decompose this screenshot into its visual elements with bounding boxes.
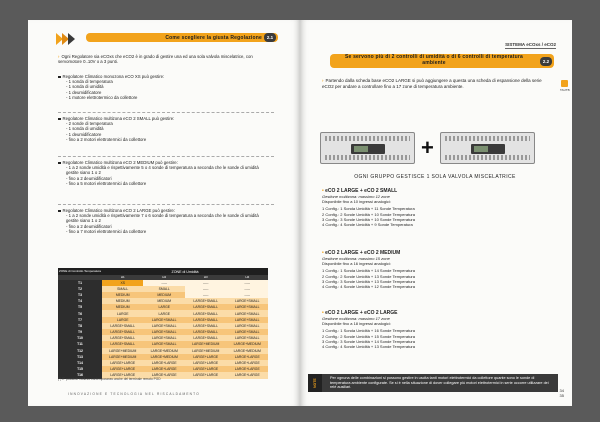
regulator-capability: - fino a 2 motori elettrotermici da collettore [66, 136, 147, 142]
regulator-title: Regolatore Climatico multizona eCO 2 MEDIUM può gestire: [62, 160, 178, 165]
regulator-capability: - 1 sonda di umidità [66, 84, 104, 90]
table-cell: LARGE+LARGE [185, 366, 227, 372]
table-cell: LARGE+SMALL [226, 335, 268, 341]
combination-subtitle: Gestione multizona: massimo 12 zone [322, 194, 390, 199]
thermostat-icon [561, 80, 568, 87]
table-cell: ----- [185, 286, 227, 292]
table-subheader: H3 [185, 275, 227, 280]
square-bullet-icon [58, 162, 61, 165]
combination-description: Disponibile fino a 18 ingressi analogici: [322, 321, 391, 327]
side-tab-label: TAUTB [560, 88, 570, 92]
intro-paragraph: › Ogni Regolatore sia eCOxs che eCO2 è in grado di gestire una ed una sola valvola miscelatrice, con servomotore 0..10V o a 3 punti. [58, 54, 253, 65]
table-cell: LARGE+SMALL [226, 329, 268, 335]
dot-bullet-icon: • [322, 310, 326, 316]
table-cell: LARGE+LARGE [226, 372, 268, 378]
zone-label: T6 [58, 310, 102, 316]
configuration-line: 2 Config.: 2 Sonde Umidità + 13 Sonde Temperatura [322, 273, 415, 279]
section-number: 2.2 [540, 57, 552, 66]
regulator-title: Regolatore Climatico multizona eCO 2 LARGE può gestire: [62, 208, 175, 213]
table-cell: LARGE+SMALL [143, 329, 185, 335]
controller-device-image [320, 132, 415, 164]
table-cell: MEDIUM [102, 304, 144, 310]
table-cell: MEDIUM [143, 298, 185, 304]
dot-bullet-icon: • [322, 250, 326, 256]
table-cell: LARGE+SMALL [185, 310, 227, 316]
table-cell: LARGE+SMALL [102, 335, 144, 341]
right-page [300, 20, 572, 406]
regulator-capability: - 2 sonde di temperatura [66, 121, 113, 127]
zone-label: T9 [58, 329, 102, 335]
table-footnote: (*) E' possibile l'utilizzo contemporaneo anche del terminale remoto PGD [58, 377, 161, 381]
table-cell: LARGE [143, 310, 185, 316]
table-cell: LARGE [102, 317, 144, 323]
table-cell: LARGE+SMALL [185, 304, 227, 310]
table-cell: LARGE [102, 310, 144, 316]
table-cell: LARGE+MEDIUM [185, 341, 227, 347]
table-cell: LARGE+SMALL [143, 323, 185, 329]
table-cell: XS [102, 280, 144, 286]
table-cell: MEDIUM [143, 292, 185, 298]
table-cell: LARGE+LARGE [185, 360, 227, 366]
page-footer: INNOVAZIONE E TECNOLOGIA NEL RISCALDAMENTO [68, 392, 200, 396]
table-cell: LARGE+SMALL [226, 304, 268, 310]
plus-icon: + [421, 135, 434, 160]
table-cell: LARGE+SMALL [143, 317, 185, 323]
table-cell: LARGE+SMALL [185, 298, 227, 304]
table-cell: MEDIUM [102, 298, 144, 304]
table-subheader: H1 [102, 275, 144, 280]
table-cell: LARGE+SMALL [185, 329, 227, 335]
square-bullet-icon [58, 118, 61, 121]
table-cell: LARGE+LARGE [226, 360, 268, 366]
table-cell: LARGE+MEDIUM [143, 348, 185, 354]
square-bullet-icon [58, 210, 61, 213]
section-title: Se servono più di 2 controlli di umidità o di 6 controlli di temperatura ambiente [344, 54, 524, 66]
regulator-capability: - 1 a 2 sonde umidità e rispettivamente 5 o 4 sonde di temperatura a seconda che le sonde di umidità gestite siano 1 o 2 [66, 165, 259, 176]
table-cell: LARGE+MEDIUM [143, 354, 185, 360]
zone-label: T11 [58, 341, 102, 347]
left-page [28, 20, 300, 406]
device-caption: OGNI GRUPPO GESTISCE 1 SOLA VALVOLA MISCELATRICE [354, 174, 516, 180]
divider [58, 204, 274, 205]
combination-subtitle: Gestione multizona: massimo 17 zone [322, 316, 390, 321]
configuration-line: 4 Config.: 4 Sonde Umidità + 13 Sonde Temperatura [322, 344, 415, 350]
regulator-capability: - 1 deumidificatore [66, 131, 102, 137]
table-cell: LARGE+MEDIUM [102, 354, 144, 360]
regulator-capability: - fino a 2 deumidificatori [66, 175, 112, 181]
section-header [330, 54, 554, 68]
combination-description: Disponibile fino a 16 ingressi analogici: [322, 261, 391, 267]
zone-label: T3 [58, 292, 102, 298]
note-box: Per ognuna delle combinazioni si possono gestire in uscita tanti motori elettrotermici da collettore quante sono le sonde di temperatura ambiente configurate. Se si è nella situazione di dover collegare più motori elettrotermici in serie occorre utilizzare dei relè ausiliari. [308, 374, 558, 392]
combination-block [322, 250, 548, 289]
side-tab [560, 80, 568, 92]
divider [58, 112, 274, 113]
section-number: 2.1 [264, 33, 276, 42]
expansion-device-image [440, 132, 535, 164]
combination-title: eCO 2 LARGE + eCO 2 LARGE [325, 310, 398, 316]
zone-label: T4 [58, 298, 102, 304]
table-cell: LARGE+LARGE [102, 360, 144, 366]
arrow-bullet-icon: › [322, 78, 324, 83]
table-cell: LARGE+LARGE [102, 366, 144, 372]
table-cell: LARGE+MEDIUM [226, 348, 268, 354]
note-tab: NOTE [308, 374, 322, 392]
arrow-bullet-icon: › [58, 54, 60, 59]
table-header-humidity: ZONE di Umidità [102, 268, 268, 275]
table-cell: SMALL [143, 286, 185, 292]
regulator-capability: - fino a 7 motori elettrotermici da collettore [66, 228, 147, 234]
table-cell: LARGE+SMALL [102, 329, 144, 335]
configuration-line: 4 Config.: 4 Sonde Umidità + 12 Sonde Temperatura [322, 284, 415, 290]
table-cell: LARGE+LARGE [226, 354, 268, 360]
regulator-title: Regolatore Climatico monozona eCO XS può gestire: [62, 74, 165, 79]
regulator-block [58, 74, 272, 100]
intro-paragraph: › Partendo dalla scheda base eCO2 LARGE si può aggiungere a questa una scheda di espansione della serie eCO2 per andare a controllare fino a 17 zone di temperatura ambiente. [322, 78, 542, 89]
configuration-line: 3 Config.: 3 Sonde Umidità + 10 Sonde Temperatura [322, 216, 415, 222]
section-header [86, 33, 278, 42]
table-cell: LARGE+SMALL [102, 341, 144, 347]
table-cell: LARGE+SMALL [226, 317, 268, 323]
table-cell: LARGE+MEDIUM [185, 348, 227, 354]
regulator-capability: - 1 sonda di umidità [66, 126, 104, 132]
divider [58, 156, 274, 157]
table-cell: LARGE+SMALL [226, 298, 268, 304]
zone-label: T15 [58, 366, 102, 372]
table-cell: ----- [185, 280, 227, 286]
table-cell: LARGE+LARGE [226, 366, 268, 372]
configuration-line: 1 Config.: 1 Sonda Umidità + 14 Sonde Temperatura [322, 268, 415, 274]
section-title: Come scegliere la giusta Regolazione [165, 34, 262, 41]
zone-label: T5 [58, 304, 102, 310]
table-cell: LARGE+SMALL [185, 335, 227, 341]
table-cell: LARGE+MEDIUM [102, 348, 144, 354]
regulator-capability: - 1 deumidificatore [66, 89, 102, 95]
table-cell: LARGE+SMALL [102, 323, 144, 329]
table-subheader: H4 [226, 275, 268, 280]
table-cell: MEDIUM [102, 292, 144, 298]
zone-label: T14 [58, 360, 102, 366]
regulator-block [58, 208, 272, 234]
chevron-decoration-icon [56, 33, 74, 45]
table-cell: SMALL [102, 286, 144, 292]
table-cell: LARGE+LARGE [143, 360, 185, 366]
table-cell: ----- [226, 280, 268, 286]
table-cell: LARGE+LARGE [185, 372, 227, 378]
combination-block [322, 310, 548, 349]
zone-label: T2 [58, 286, 102, 292]
regulator-capability: - fino a 2 deumidificatori [66, 223, 112, 229]
regulator-capability: - fino a 5 motori elettrotermici da collettore [66, 180, 147, 186]
regulator-title: Regolatore Climatico multizona eCO 2 SMALL può gestire: [62, 116, 175, 121]
regulator-capability: - 1 motore elettrotermico da collettore [66, 94, 138, 100]
configuration-line: 2 Config.: 2 Sonde Umidità + 10 Sonde Temperatura [322, 211, 415, 217]
table-cell: LARGE+SMALL [143, 341, 185, 347]
table-cell: LARGE+SMALL [185, 317, 227, 323]
zone-label: T16 [58, 372, 102, 378]
table-cell: LARGE+MEDIUM [226, 341, 268, 347]
table-cell: LARGE+LARGE [185, 354, 227, 360]
table-cell: LARGE+SMALL [185, 323, 227, 329]
table-cell: LARGE+SMALL [143, 335, 185, 341]
table-cell: LARGE+SMALL [226, 323, 268, 329]
configuration-line: 2 Config.: 2 Sonde Umidità + 15 Sonde Temperatura [322, 333, 415, 339]
combination-title: eCO 2 LARGE + eCO 2 SMALL [325, 188, 398, 194]
zone-label: T10 [58, 335, 102, 341]
zone-label: T1 [58, 280, 102, 286]
configuration-line: 4 Config.: 4 Sonde Umidità + 9 Sonde Temperatura [322, 222, 413, 228]
device-illustration [320, 132, 535, 164]
table-header-temp: ZONE di Controllo Temperatura [58, 268, 102, 275]
configuration-line: 1 Config.: 1 Sonda Umidità + 16 Sonde Temperatura [322, 328, 415, 334]
table-cell: LARGE+LARGE [143, 366, 185, 372]
table-cell: LARGE+SMALL [226, 310, 268, 316]
square-bullet-icon [58, 76, 61, 79]
combination-title: eCO 2 LARGE + eCO 2 MEDIUM [325, 250, 401, 256]
zone-label: T8 [58, 323, 102, 329]
regulator-capability: - 1 sonda di temperatura [66, 79, 113, 85]
combination-description: Disponibile fino a 10 ingressi analogici: [322, 199, 391, 205]
configuration-line: 1 Config.: 1 Sonda Umidità + 11 Sonde Temperatura [322, 206, 415, 212]
dot-bullet-icon: • [322, 188, 326, 194]
combination-subtitle: Gestione multizona: massimo 15 zone [322, 256, 390, 261]
document-spread [28, 20, 572, 406]
table-cell: ----- [143, 280, 185, 286]
table-cell: ----- [185, 292, 227, 298]
zone-label: T13 [58, 354, 102, 360]
table-cell: LARGE [143, 304, 185, 310]
combination-block [322, 188, 548, 227]
regulator-block [58, 160, 272, 186]
zone-label: T12 [58, 348, 102, 354]
table-cell: ----- [226, 286, 268, 292]
configuration-line: 3 Config.: 3 Sonde Umidità + 14 Sonde Temperatura [322, 338, 415, 344]
zone-table [58, 268, 268, 379]
table-cell: LARGE+LARGE [143, 372, 185, 378]
regulator-capability: - 1 a 2 sonde umidità e rispettivamente 7 o 6 sonde di temperatura a seconda che le sonde di umidità gestite siano 1 o 2 [66, 213, 259, 224]
table-subheader: H2 [143, 275, 185, 280]
page-number: 34 35 [559, 388, 564, 398]
system-tag: SISTEMA eCOxs / eCO2 [505, 42, 556, 47]
table-cell: LARGE+LARGE [102, 372, 144, 378]
zone-label: T7 [58, 317, 102, 323]
table-cell: ----- [226, 292, 268, 298]
configuration-line: 3 Config.: 3 Sonde Umidità + 13 Sonde Temperatura [322, 278, 415, 284]
regulator-block [58, 116, 272, 142]
